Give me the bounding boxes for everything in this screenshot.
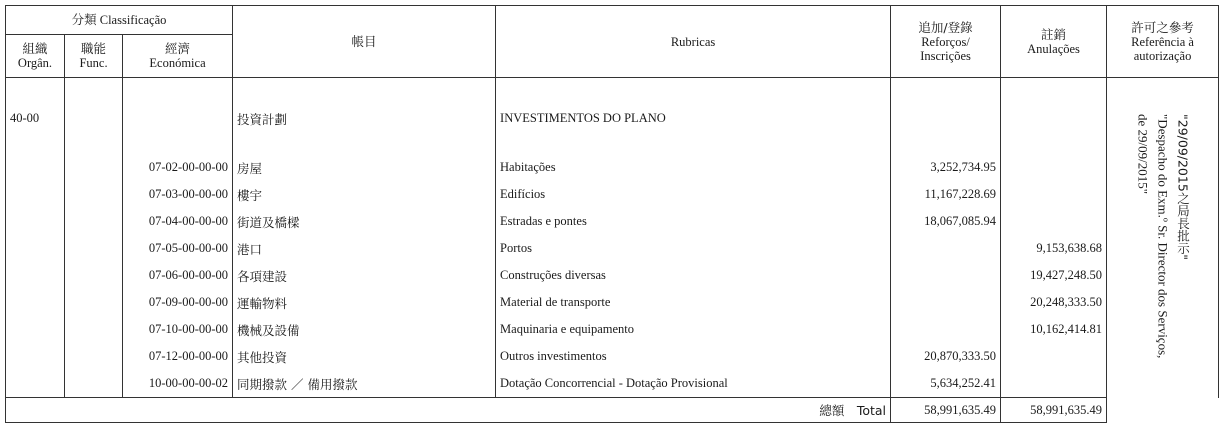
rubric-pt: Estradas e pontes — [496, 208, 891, 235]
budget-sheet — [5, 5, 1218, 418]
rubric-cn: 運輸物料 — [233, 289, 496, 316]
reforcos-header-pt1: Reforços/ — [921, 34, 970, 49]
anulacoes-header-pt: Anulações — [1027, 41, 1080, 56]
table-row — [6, 289, 1219, 316]
reforco-value — [891, 235, 1001, 262]
anulacao-value — [1001, 370, 1107, 398]
referencia-header-pt2: autorização — [1133, 48, 1192, 63]
reference-line-1: "29/09/2015之局長批示" — [1175, 113, 1191, 260]
reforco-value — [891, 316, 1001, 343]
reforco-value: 20,870,333.50 — [891, 343, 1001, 370]
econ-code: 07-06-00-00-00 — [123, 262, 233, 289]
rubric-cn: 街道及橋樑 — [233, 208, 496, 235]
rubric-pt-header: Rubricas — [496, 6, 891, 78]
rubric-cn: 房屋 — [233, 154, 496, 181]
func-header-pt: Func. — [79, 56, 108, 70]
table-row — [6, 235, 1219, 262]
anulacao-value — [1001, 154, 1107, 181]
organ-header — [6, 35, 65, 78]
table-row — [6, 316, 1219, 343]
econ-code: 07-02-00-00-00 — [123, 154, 233, 181]
econ-code: 07-04-00-00-00 — [123, 208, 233, 235]
table-row — [6, 181, 1219, 208]
rubric-pt: Portos — [496, 235, 891, 262]
econ-code: 07-10-00-00-00 — [123, 316, 233, 343]
anulacoes-header-cn: 註銷 — [1041, 26, 1067, 42]
table-row — [6, 343, 1219, 370]
reforco-value — [891, 262, 1001, 289]
anulacao-value — [1001, 343, 1107, 370]
rubric-cn: 機械及設備 — [233, 316, 496, 343]
reference-cell — [1107, 78, 1219, 398]
organ-header-cn: 組織 — [22, 41, 48, 56]
total-row — [6, 398, 1219, 423]
rubric-pt: Outros investimentos — [496, 343, 891, 370]
reforcos-header-cn: 追加/登錄 — [918, 19, 973, 35]
rubric-pt: Maquinaria e equipamento — [496, 316, 891, 343]
table-row — [6, 370, 1219, 398]
econ-code: 07-12-00-00-00 — [123, 343, 233, 370]
reference-text — [1133, 114, 1193, 358]
rubric-pt: Dotação Concorrencial - Dotação Provisional — [496, 370, 891, 398]
spacer-row — [6, 78, 1219, 106]
econ-code: 07-09-00-00-00 — [123, 289, 233, 316]
rubric-cn-header: 帳目 — [233, 6, 496, 78]
organ-header-pt: Orgân. — [17, 56, 53, 70]
table-row — [6, 208, 1219, 235]
reference-line-3: de 29/09/2015" — [1135, 113, 1151, 194]
econ-header-pt: Económica — [149, 56, 206, 70]
econ-code: 10-00-00-00-02 — [123, 370, 233, 398]
econ-code: 07-05-00-00-00 — [123, 235, 233, 262]
rubric-cn: 同期撥款 ／ 備用撥款 — [233, 370, 496, 398]
rubric-cn: 港口 — [233, 235, 496, 262]
reference-line-2: "Despacho do Exm.º Sr. Director dos Serviços, — [1155, 113, 1171, 358]
reforco-value: 5,634,252.41 — [891, 370, 1001, 398]
rubric-cn: 各項建設 — [233, 262, 496, 289]
total-reforco: 58,991,635.49 — [891, 398, 1001, 423]
rubric-pt: Habitações — [496, 154, 891, 181]
table-row — [6, 262, 1219, 289]
classification-header: 分類 Classificação — [6, 6, 233, 35]
header-row-top — [6, 6, 1219, 35]
econ-code: 07-03-00-00-00 — [123, 181, 233, 208]
reforco-value: 11,167,228.69 — [891, 181, 1001, 208]
rubric-pt: Construções diversas — [496, 262, 891, 289]
anulacao-value: 10,162,414.81 — [1001, 316, 1107, 343]
referencia-header — [1107, 6, 1219, 78]
anulacao-value: 19,427,248.50 — [1001, 262, 1107, 289]
func-header-cn: 職能 — [80, 41, 106, 56]
rubric-cn: 其他投資 — [233, 343, 496, 370]
func-header — [65, 35, 123, 78]
reforco-value: 18,067,085.94 — [891, 208, 1001, 235]
total-label: 總額 Total — [6, 398, 891, 423]
referencia-header-cn: 許可之參考 — [1131, 19, 1194, 35]
rubric-cn: 樓宇 — [233, 181, 496, 208]
table-row — [6, 154, 1219, 181]
reforcos-header-pt2: Inscrições — [920, 48, 971, 63]
econ-header — [123, 35, 233, 78]
budget-table — [5, 5, 1219, 423]
anulacao-value — [1001, 181, 1107, 208]
reforco-value: 3,252,734.95 — [891, 154, 1001, 181]
total-anulacao: 58,991,635.49 — [1001, 398, 1107, 423]
group-row — [6, 105, 1219, 132]
group-pt: INVESTIMENTOS DO PLANO — [496, 105, 891, 132]
anulacao-value: 9,153,638.68 — [1001, 235, 1107, 262]
rubric-pt: Edifícios — [496, 181, 891, 208]
blank-row — [6, 132, 1219, 154]
anulacao-value: 20,248,333.50 — [1001, 289, 1107, 316]
anulacao-value — [1001, 208, 1107, 235]
econ-header-cn: 經濟 — [165, 41, 191, 56]
rubric-pt: Material de transporte — [496, 289, 891, 316]
anulacoes-header — [1001, 6, 1107, 78]
group-cn: 投資計劃 — [233, 105, 496, 132]
referencia-header-pt1: Referência à — [1131, 34, 1194, 49]
organ-code: 40-00 — [6, 105, 65, 132]
reforcos-header — [891, 6, 1001, 78]
reforco-value — [891, 289, 1001, 316]
